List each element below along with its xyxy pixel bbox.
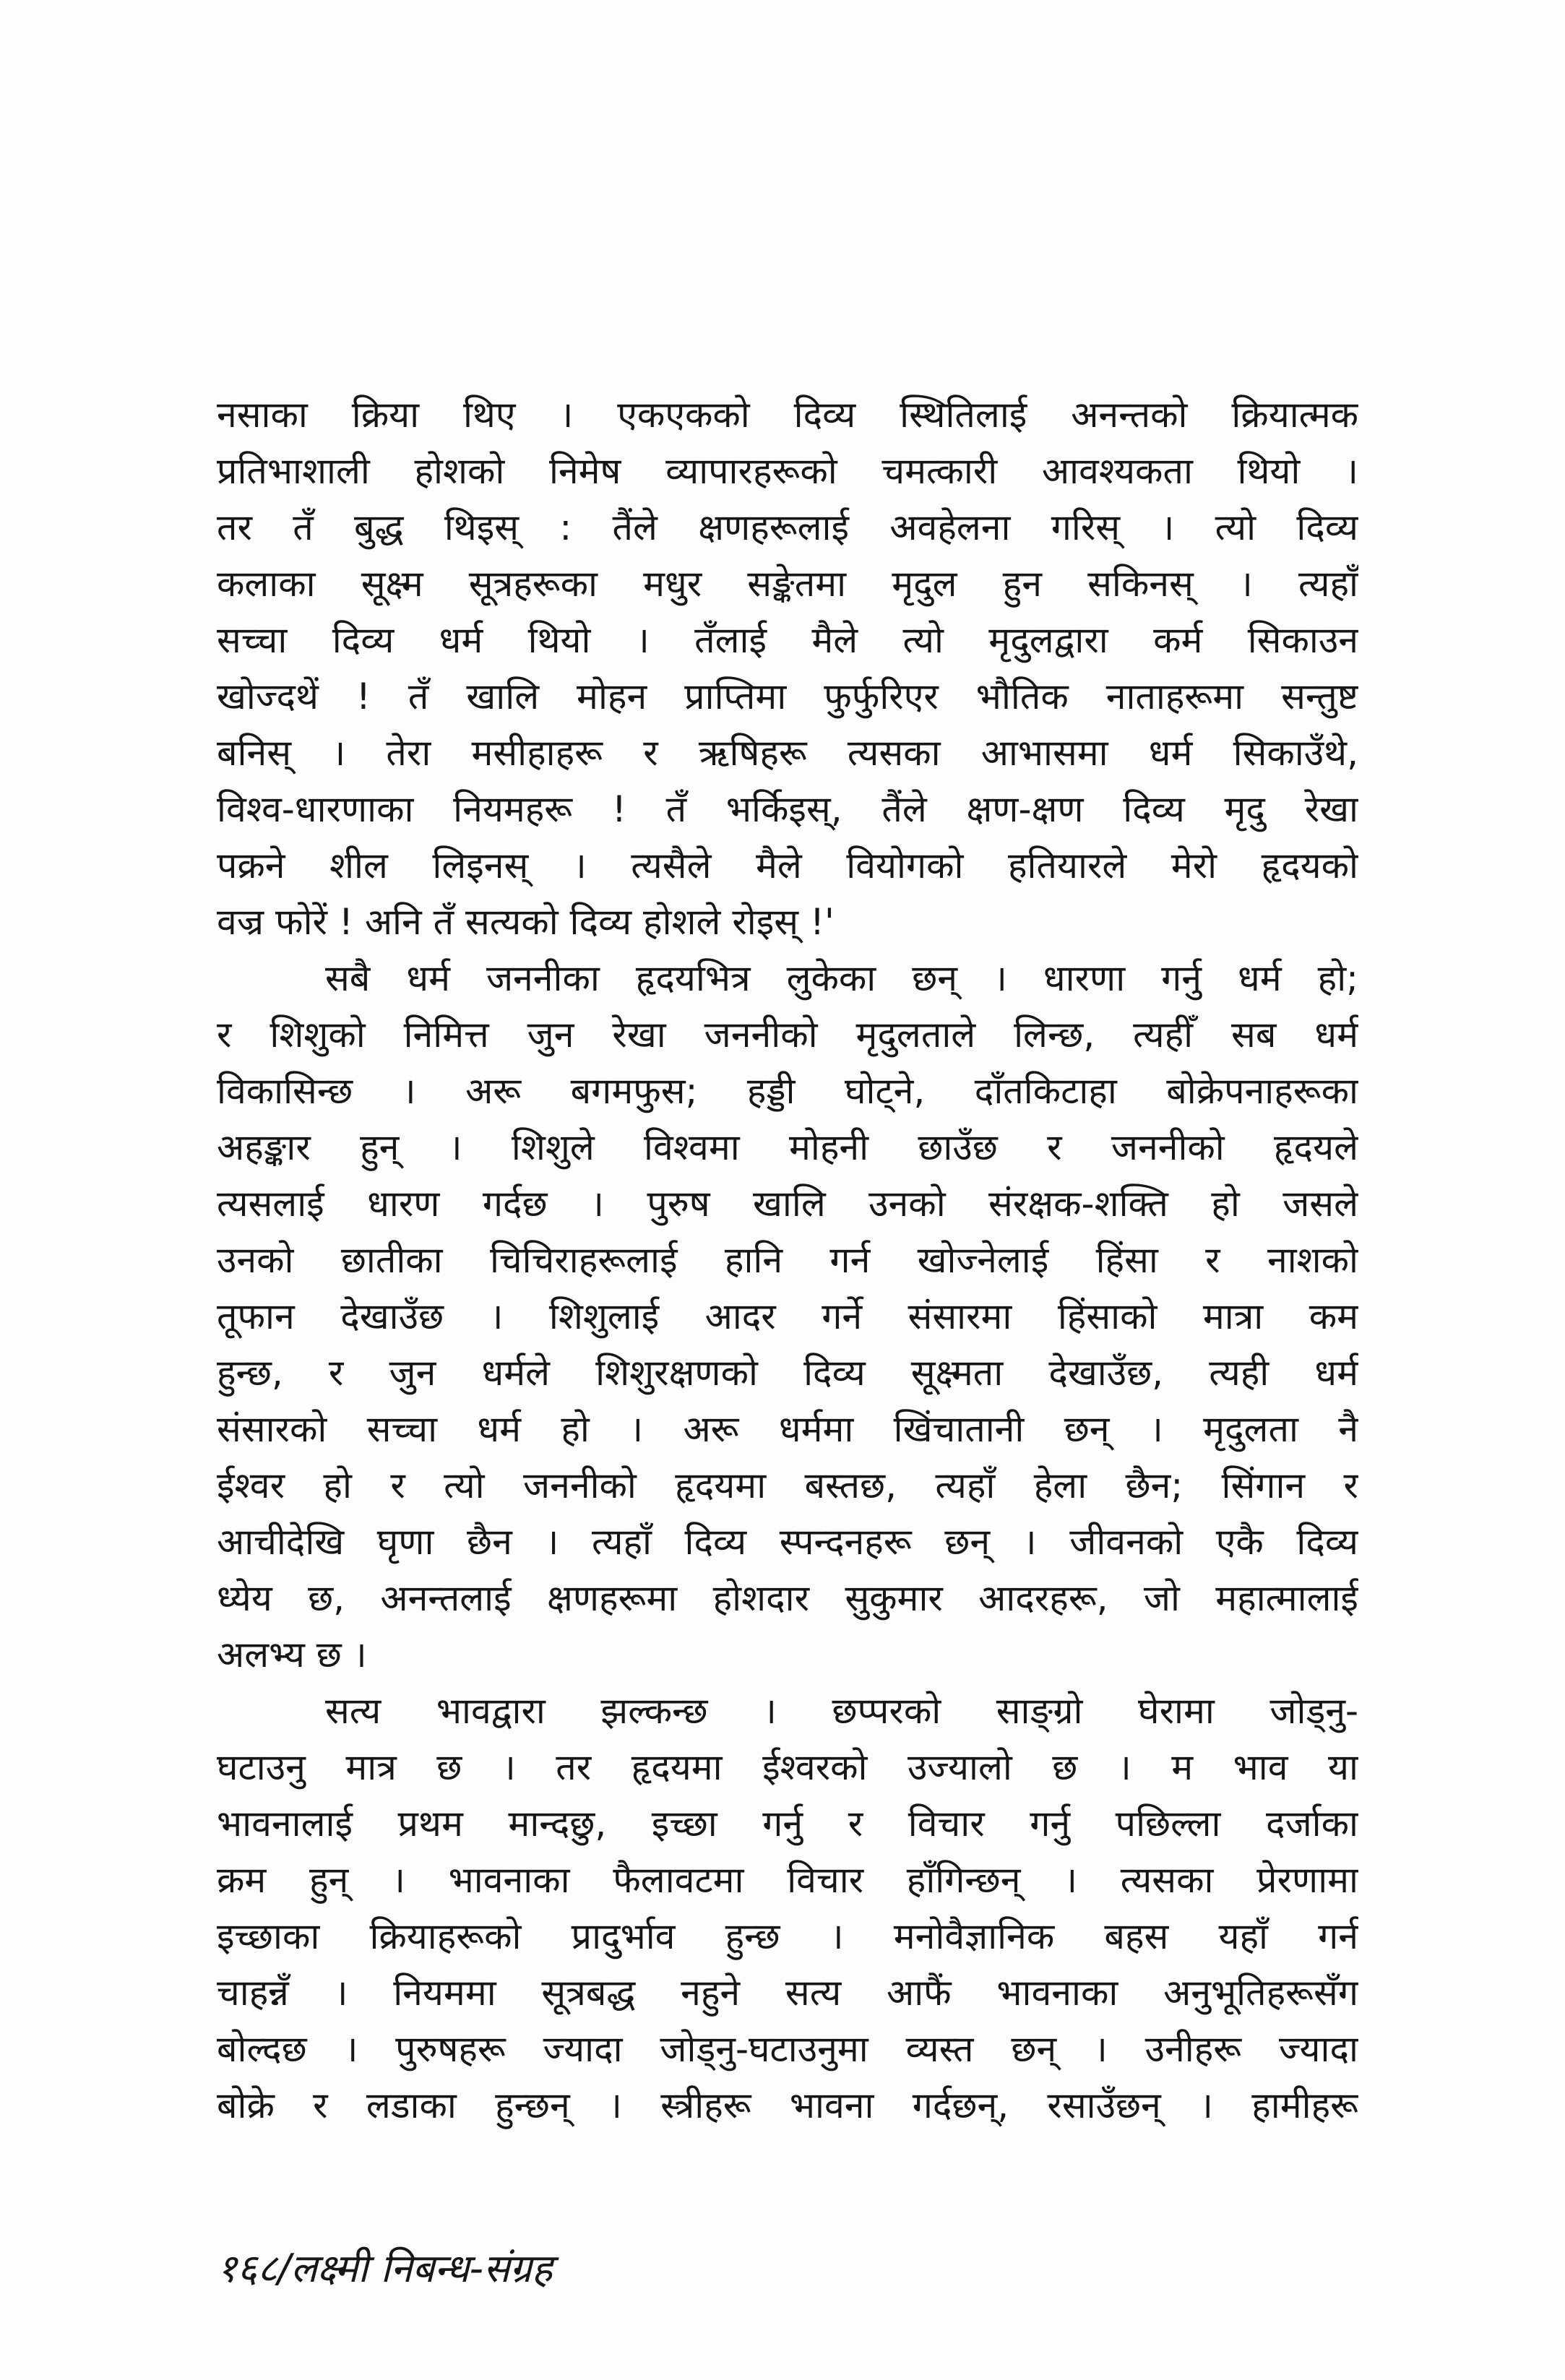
paragraph-start-line: सबै धर्म जननीका हृदयभित्र लुकेका छन् । धारणा गर्नु धर्म हो; (325, 957, 1358, 999)
text-line: तूफान देखाउँछ । शिशुलाई आदर गर्ने संसारमा हिंसाको मात्रा कम (217, 1295, 1358, 1337)
text-line: बनिस् । तेरा मसीहाहरू र ऋषिहरू त्यसका आभासमा धर्म सिकाउँथे, (217, 732, 1358, 774)
body-text (217, 387, 1358, 2134)
text-line: ध्येय छ, अनन्तलाई क्षणहरूमा होशदार सुकुमार आदरहरू, जो महात्मालाई (217, 1577, 1358, 1619)
text-line: सच्चा दिव्य धर्म थियो । तँलाई मैले त्यो मृदुलद्वारा कर्म सिकाउन (217, 619, 1358, 661)
text-line: विकासिन्छ । अरू बगमफुस; हड्डी घोट्ने, दाँतकिटाहा बोक्रेपनाहरूका (217, 1070, 1358, 1112)
paragraph-start-line: सत्य भावद्वारा झल्कन्छ । छप्परको साङ्ग्रो घेरामा जोड्नु- (325, 1690, 1358, 1732)
text-line: क्रम हुन् । भावनाका फैलावटमा विचार हाँगिन्छन् । त्यसका प्रेरणामा (217, 1859, 1358, 1901)
text-line: तर तँ बुद्ध थिइस् : तैंले क्षणहरूलाई अवहेलना गरिस् । त्यो दिव्य (217, 506, 1358, 548)
text-line: खोज्दथें ! तँ खालि मोहन प्राप्तिमा फुर्फुरिएर भौतिक नाताहरूमा सन्तुष्ट (217, 676, 1358, 717)
text-line: आचीदेखि घृणा छैन । त्यहाँ दिव्य स्पन्दनहरू छन् । जीवनको एकै दिव्य (217, 1521, 1358, 1563)
text-line: विश्व-धारणाका नियमहरू ! तँ भर्किइस्, तैंले क्षण-क्षण दिव्य मृदु रेखा (217, 788, 1358, 830)
text-line: प्रतिभाशाली होशको निमेष व्यापारहरूको चमत्कारी आवश्यकता थियो । (217, 450, 1358, 492)
text-line: कलाका सूक्ष्म सूत्रहरूका मधुर सङ्केतमा मृदुल हुन सकिनस् । त्यहाँ (217, 563, 1358, 605)
text-line: अलभ्य छ । (217, 1634, 367, 1676)
text-line: र शिशुको निमित्त जुन रेखा जननीको मृदुलताले लिन्छ, त्यहीँ सब धर्म (217, 1014, 1358, 1056)
text-line: बोक्रे र लडाका हुन्छन् । स्त्रीहरू भावना गर्दछन्, रसाउँछन् । हामीहरू (217, 2084, 1358, 2126)
text-line: संसारको सच्चा धर्म हो । अरू धर्ममा खिंचातानी छन् । मृदुलता नै (217, 1408, 1358, 1450)
text-line: इच्छाका क्रियाहरूको प्रादुर्भाव हुन्छ । मनोवैज्ञानिक बहस यहाँ गर्न (217, 1915, 1358, 1957)
text-line: पक्रने शील लिइनस् । त्यसैले मैले वियोगको हतियारले मेरो हृदयको (217, 845, 1358, 887)
page-footer: १६८/लक्ष्मी निबन्ध-संग्रह (217, 2246, 553, 2291)
text-line: अहङ्कार हुन् । शिशुले विश्वमा मोहनी छाउँछ र जननीको हृदयले (217, 1126, 1358, 1168)
text-line: भावनालाई प्रथम मान्दछु, इच्छा गर्नु र विचार गर्नु पछिल्ला दर्जाका (217, 1803, 1358, 1845)
text-line: चाहन्नँ । नियममा सूत्रबद्ध नहुने सत्य आफैं भावनाका अनुभूतिहरूसँग (217, 1972, 1358, 2014)
text-line: त्यसलाई धारण गर्दछ । पुरुष खालि उनको संरक्षक-शक्ति हो जसले (217, 1183, 1358, 1225)
text-line: बोल्दछ । पुरुषहरू ज्यादा जोड्नु-घटाउनुमा व्यस्त छन् । उनीहरू ज्यादा (217, 2028, 1358, 2070)
text-line: ईश्वर हो र त्यो जननीको हृदयमा बस्तछ, त्यहाँ हेला छैन; सिंगान र (217, 1465, 1358, 1506)
text-line: उनको छातीका चिचिराहरूलाई हानि गर्न खोज्नेलाई हिंसा र नाशको (217, 1239, 1358, 1281)
text-line: घटाउनु मात्र छ । तर हृदयमा ईश्वरको उज्यालो छ । म भाव या (217, 1746, 1358, 1788)
text-line: वज्र फोरें ! अनि तँ सत्यको दिव्य होशले रोइस् !' (217, 901, 835, 943)
text-line: हुन्छ, र जुन धर्मले शिशुरक्षणको दिव्य सूक्ष्मता देखाउँछ, त्यही धर्म (217, 1352, 1358, 1394)
text-line: नसाका क्रिया थिए । एकएकको दिव्य स्थितिलाई अनन्तको क्रियात्मक (217, 394, 1358, 436)
